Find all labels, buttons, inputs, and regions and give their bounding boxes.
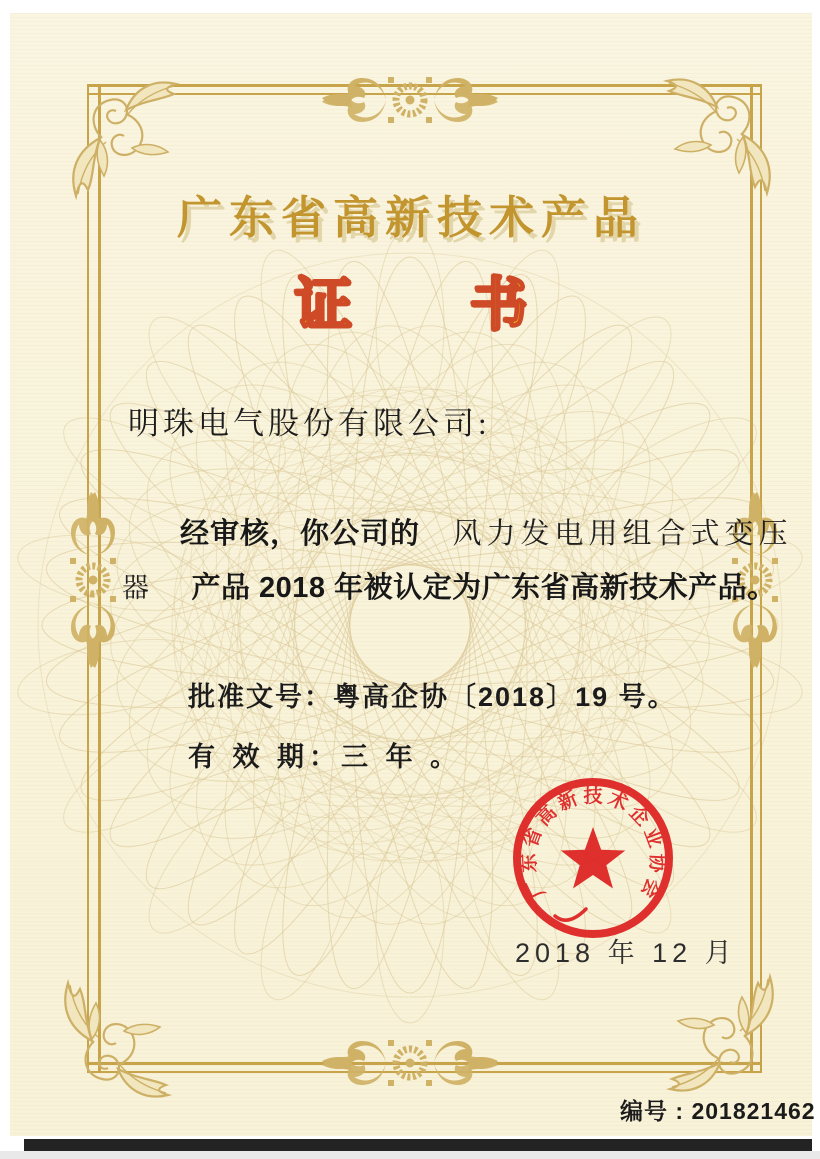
official-red-seal-icon [493,758,693,958]
product-name-part2: 器 [122,573,149,603]
issue-date: 2018 年 12 月 [515,938,737,968]
svg-text:术: 术 [605,788,631,816]
body-intro-text: 经审核，你公司的 [180,518,421,550]
approval-label: 批准文号： [188,682,333,712]
approval-number-line [188,675,677,714]
scan-edge-strip [24,1139,812,1151]
svg-text:东: 东 [518,853,541,874]
svg-text:省: 省 [520,825,547,851]
certificate-subtitle: 证 书 [294,274,580,337]
product-name-part1: 风力发电用组合式变压 [452,518,793,550]
rosette-ornament-top-icon [320,70,500,130]
certificate-title: 广东省高新技术产品 [176,192,645,243]
svg-text:协: 协 [645,853,668,874]
approval-value: 粤高企协〔2018〕19 号。 [333,682,677,712]
certificate-paper [10,13,816,1136]
serial-value: 201821462 [691,1098,816,1124]
body-line-1 [180,511,792,552]
seal-star-icon [561,827,626,889]
serial-number-line [620,1093,816,1126]
validity-value: 三 年 。 [341,742,463,772]
scan-edge-soft [0,1151,820,1159]
serial-label: 编号 : [620,1098,685,1124]
rosette-ornament-left-icon [63,490,123,670]
svg-text:广: 广 [522,874,550,901]
svg-text:业: 业 [639,825,666,851]
validity-label: 有 效 期： [188,742,342,772]
body-line-2 [122,565,777,606]
rosette-ornament-bottom-icon [320,1033,500,1093]
certification-statement: 产品 2018 年被认定为广东省高新技术产品。 [191,572,777,604]
recipient-company-name: 明珠电气股份有限公司: [128,406,491,441]
validity-line [188,735,462,774]
corner-ornament-bottom-left-icon [40,971,190,1121]
svg-text:新: 新 [555,788,581,816]
svg-text:高: 高 [532,802,562,831]
svg-text:企: 企 [624,802,654,831]
svg-text:会: 会 [636,874,664,901]
svg-text:技: 技 [583,786,603,807]
